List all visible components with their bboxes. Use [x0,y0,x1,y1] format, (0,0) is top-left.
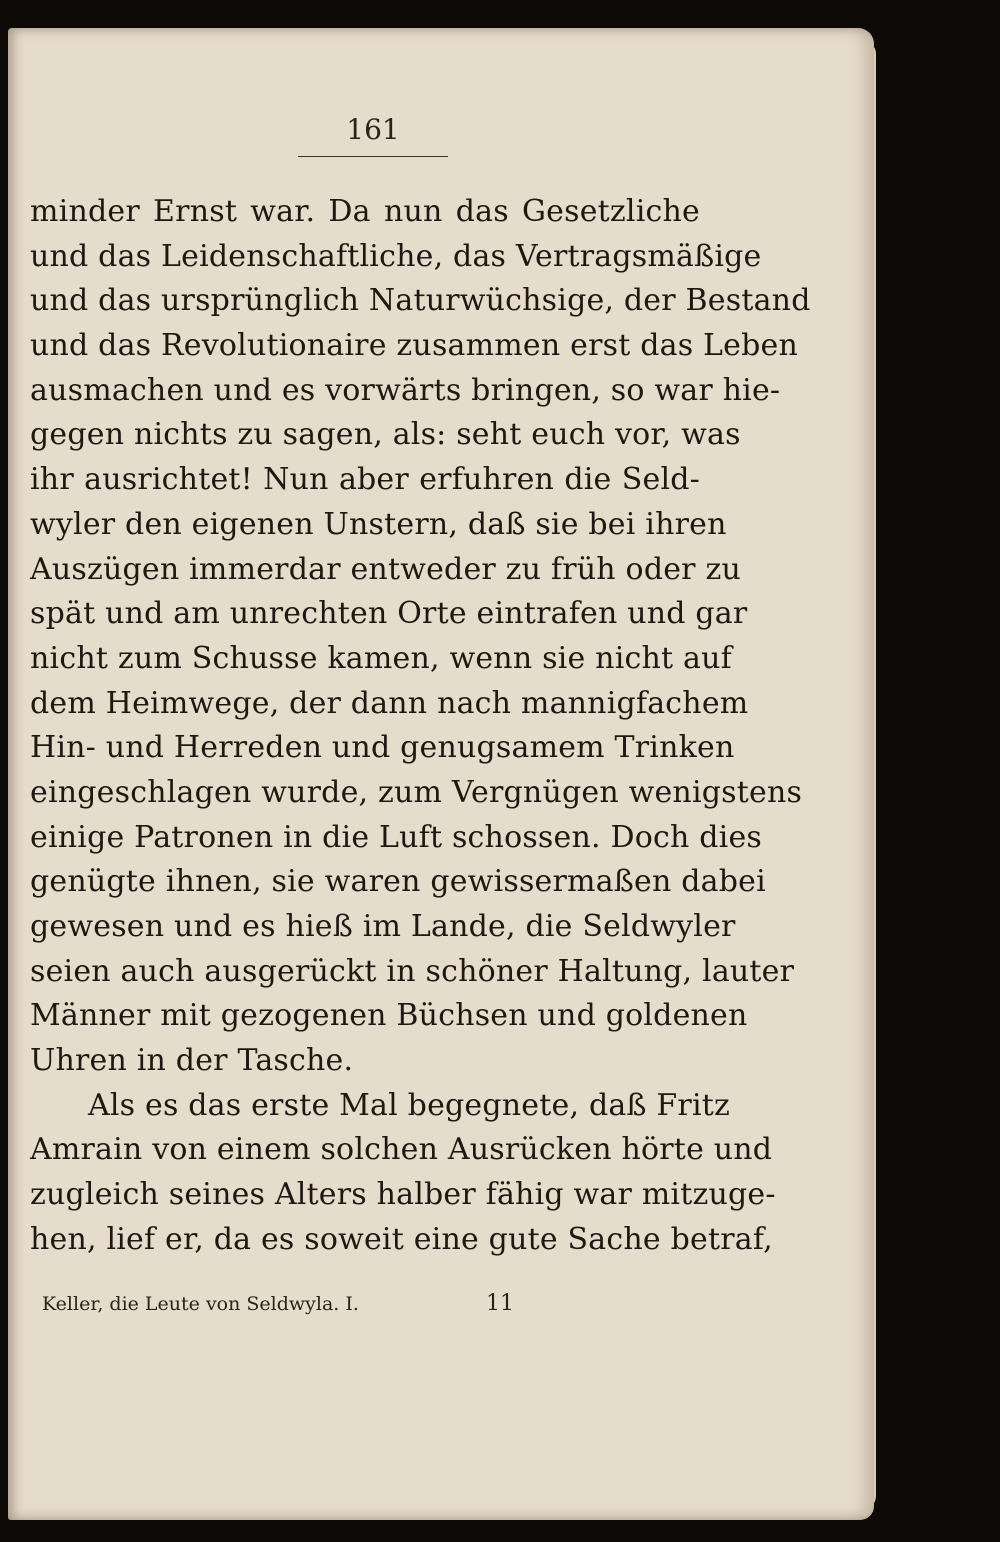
text-line: Männer mit gezogenen Büchsen und goldenen [30,998,748,1034]
page-header [298,112,448,160]
text-line: genügte ihnen, sie waren gewissermaßen dabei [30,864,766,900]
text-line: Als es das erste Mal begegnete, daß Fritz [88,1087,731,1123]
text-line: Hin- und Herreden und genugsamem Trinken [30,730,735,766]
page-footer [42,1290,542,1320]
text-line: seien auch ausgerückt in schöner Haltung, lauter [30,953,795,989]
text-line: Amrain von einem solchen Ausrücken hörte und [30,1132,773,1168]
text-line: Auszügen immerdar entweder zu früh oder zu [30,551,741,587]
signature-mark: 11 [486,1291,514,1316]
text-line: gewesen und es hieß im Lande, die Seldwyler [30,909,736,944]
text-line: zugleich seines Alters halber fähig war mitzuge- [30,1177,776,1213]
text-line: ihr ausrichtet! Nun aber erfuhren die Seld- [30,462,700,498]
text-line: wyler den eigenen Unstern, daß sie bei ihren [30,506,727,542]
text-line: und das Leidenschaftliche, das Vertragsmäßige [30,238,762,274]
text-line: eingeschlagen wurde, zum Vergnügen wenigstens [30,774,803,810]
page-number: 161 [346,113,400,146]
text-line: ausmachen und es vorwärts bringen, so war hie- [30,372,781,408]
text-line: und das Revolutionaire zusammen erst das Leben [30,328,798,364]
text-line: dem Heimwege, der dann nach mannigfachem [30,685,749,721]
text-line: nicht zum Schusse kamen, wenn sie nicht auf [30,640,732,676]
text-line: spät und am unrechten Orte eintrafen und gar [30,596,748,632]
text-line: Uhren in der Tasche. [30,1043,354,1079]
body-text [30,190,811,1263]
text-line: hen, lief er, da es soweit eine gute Sache betraf, [30,1221,773,1257]
text-line: minder Ernst war. Da nun das Gesetzliche [30,194,700,229]
text-line: gegen nichts zu sagen, als: seht euch vor, was [30,417,741,453]
text-line: einige Patronen in die Luft schossen. Doch dies [30,819,762,855]
footer-title: Keller, die Leute von Seldwyla. I. [42,1293,359,1315]
text-line: und das ursprünglich Naturwüchsige, der Bestand [30,283,811,319]
header-rule [298,156,448,157]
